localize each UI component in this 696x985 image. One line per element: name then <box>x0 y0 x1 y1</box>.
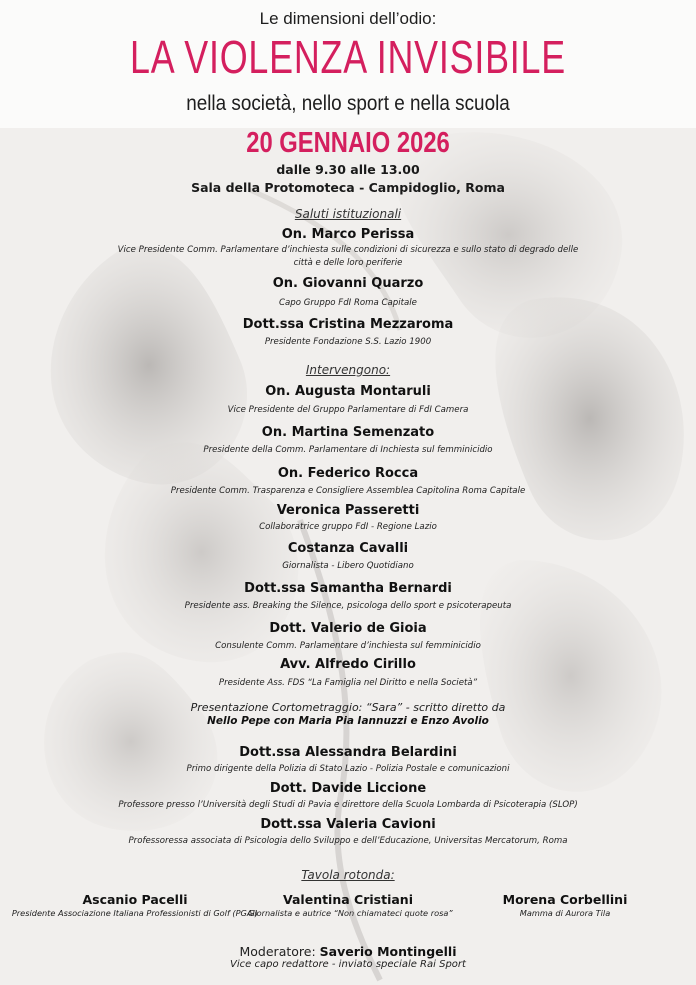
participant-role: Mamma di Aurora Tila <box>519 908 611 918</box>
participant-role: Presidente Associazione Italiana Professionisti di Golf (PGAI) <box>11 908 259 918</box>
moderator-role: Vice capo redattore - inviato speciale Rai Sport <box>230 959 466 970</box>
event-venue: Sala della Protomoteca - Campidoglio, Roma <box>191 180 505 195</box>
speaker-role: Primo dirigente della Polizia di Stato Lazio - Polizia Postale e comunicazioni <box>186 764 510 774</box>
event-date: 20 GENNAIO 2026 <box>246 127 450 159</box>
main-title: LA VIOLENZA INVISIBILE <box>130 31 566 83</box>
speaker-name: Dott.ssa Valeria Cavioni <box>260 817 436 832</box>
moderator-name: Saverio Montingelli <box>319 944 457 959</box>
speaker-role: Professoressa associata di Psicologia dello Sviluppo e dell’Educazione, Universitas Mercatorum, Roma <box>128 836 568 846</box>
film-credits: Nello Pepe con Maria Pia Iannuzzi e Enzo Avolio <box>207 715 489 727</box>
moderator <box>0 944 696 959</box>
speaker-role: Giornalista - Libero Quotidiano <box>282 561 414 571</box>
roundtable-participant <box>248 892 453 918</box>
speaker-role: Vice Presidente Comm. Parlamentare d’inchiesta sulle condizioni di sicurezza e sullo stato di degrado delle <box>117 245 579 255</box>
speaker-name: Dott.ssa Cristina Mezzaroma <box>242 317 454 332</box>
speaker-name: Veronica Passeretti <box>276 503 420 518</box>
participant-name: Ascanio Pacelli <box>82 892 188 907</box>
participant-name: Valentina Cristiani <box>283 892 413 907</box>
speaker-role: Presidente Fondazione S.S. Lazio 1900 <box>264 337 432 347</box>
speaker-role: Presidente Comm. Trasparenza e Consigliere Assemblea Capitolina Roma Capitale <box>170 486 526 496</box>
speaker-role-cont: città e delle loro periferie <box>293 258 403 268</box>
speaker-name: Dott.ssa Alessandra Belardini <box>239 745 457 760</box>
speaker-role: Collaboratrice gruppo FdI - Regione Lazio <box>259 522 437 532</box>
event-time: dalle 9.30 alle 13.00 <box>276 162 420 177</box>
participant-role: Giornalista e autrice “Non chiamateci quote rosa” <box>248 908 453 918</box>
tavola-heading: Tavola rotonda: <box>301 868 395 882</box>
speaker-role: Vice Presidente del Gruppo Parlamentare di FdI Camera <box>227 405 469 415</box>
speaker-name: On. Marco Perissa <box>281 227 415 242</box>
speaker-role: Presidente della Comm. Parlamentare di Inchiesta sul femminicidio <box>203 445 493 455</box>
speaker-name: On. Giovanni Quarzo <box>272 276 424 291</box>
speaker-name: Costanza Cavalli <box>287 541 409 556</box>
speaker-role: Professore presso l’Università degli Studi di Pavia e direttore della Scuola Lombarda di Psicoterapia (SLOP) <box>118 800 578 810</box>
intervengono-heading: Intervengono: <box>305 363 391 377</box>
speaker-name: On. Federico Rocca <box>277 466 419 481</box>
film-presentation: Presentazione Cortometraggio: “Sara” - scritto diretto da <box>190 701 506 714</box>
saluti-heading: Saluti istituzionali <box>294 207 402 221</box>
moderator-label: Moderatore: <box>239 944 316 959</box>
speaker-role: Capo Gruppo FdI Roma Capitale <box>279 298 417 308</box>
speaker-role: Consulente Comm. Parlamentare d’inchiesta sul femminicidio <box>215 641 481 651</box>
roundtable-participant <box>10 892 260 918</box>
participant-name: Morena Corbellini <box>502 892 628 907</box>
speaker-role: Presidente Ass. FDS “La Famiglia nel Diritto e nella Società” <box>218 678 478 688</box>
roundtable-participant <box>460 892 670 918</box>
speaker-name: Dott. Valerio de Gioia <box>269 621 427 636</box>
speaker-name: Avv. Alfredo Cirillo <box>280 657 416 672</box>
speaker-role: Presidente ass. Breaking the Silence, psicologa dello sport e psicoterapeuta <box>184 601 512 611</box>
speaker-name: On. Augusta Montaruli <box>265 384 431 399</box>
speaker-name: Dott.ssa Samantha Bernardi <box>244 581 452 596</box>
pre-title: Le dimensioni dell’odio: <box>259 9 437 28</box>
speaker-name: On. Martina Semenzato <box>261 425 435 440</box>
speaker-name: Dott. Davide Liccione <box>269 781 427 796</box>
subtitle: nella società, nello sport e nella scuola <box>186 92 510 115</box>
